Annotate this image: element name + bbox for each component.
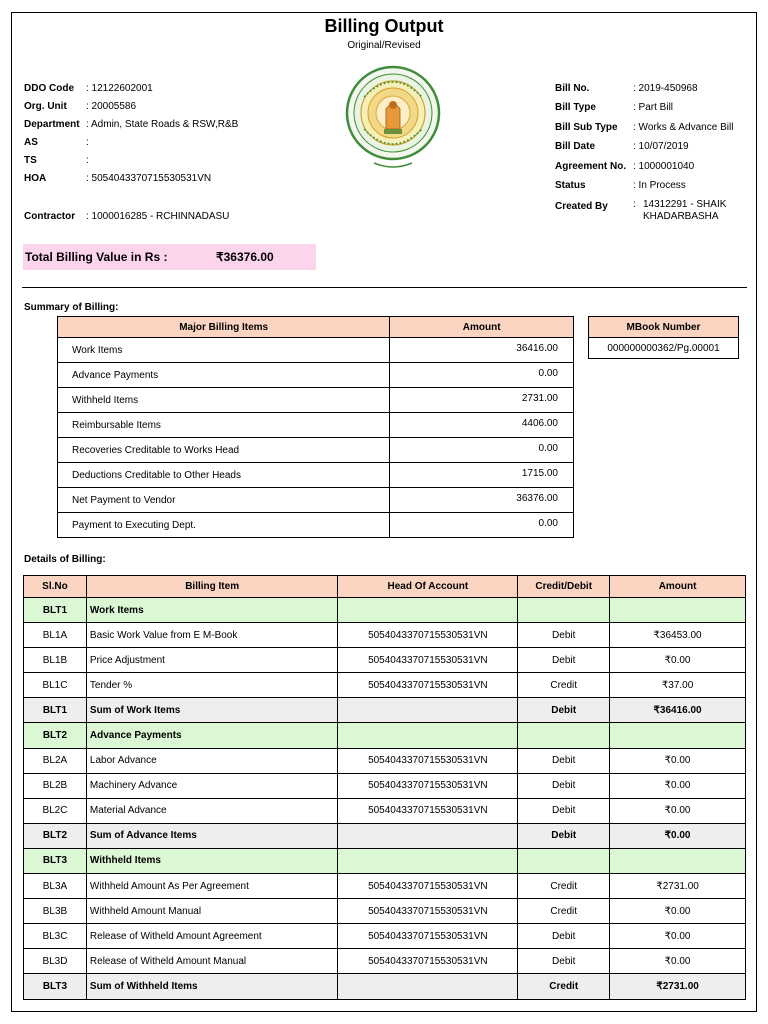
credit-debit-cell: Credit — [518, 874, 610, 899]
head-of-account-cell — [338, 848, 518, 873]
info-row-agreement-no — [555, 158, 755, 177]
info-label: Department — [24, 119, 80, 130]
summary-table — [57, 316, 574, 538]
sl-no-cell: BL3A — [24, 874, 87, 899]
total-billing-label: Total Billing Value in Rs : — [25, 250, 168, 264]
column-header: Amount — [390, 317, 574, 338]
summary-item: Net Payment to Vendor — [58, 488, 390, 513]
summary-amount: 0.00 — [390, 363, 574, 388]
info-value: : 1000016285 - RCHINNADASU — [86, 211, 230, 222]
info-row-org-unit — [24, 98, 344, 116]
info-label: Contractor — [24, 211, 76, 222]
summary-item: Withheld Items — [58, 388, 390, 413]
amount-cell: ₹0.00 — [610, 899, 746, 924]
sl-no-cell: BL1C — [24, 673, 87, 698]
table-row — [58, 338, 574, 363]
summary-amount: 36376.00 — [390, 488, 574, 513]
sl-no-cell: BL3D — [24, 949, 87, 974]
head-of-account-cell — [338, 598, 518, 623]
billing-item-cell: Sum of Work Items — [86, 698, 338, 723]
credit-debit-cell: Debit — [518, 698, 610, 723]
amount-cell — [610, 598, 746, 623]
info-row-hoa — [24, 170, 344, 188]
info-row-bill-date — [555, 138, 755, 157]
credit-debit-cell — [518, 598, 610, 623]
mbook-number: 000000000362/Pg.00001 — [589, 338, 739, 359]
total-billing-box — [23, 244, 316, 270]
head-of-account-cell: 5054043370715530531VN — [338, 874, 518, 899]
group-row — [24, 723, 746, 748]
table-row — [58, 463, 574, 488]
head-of-account-cell: 5054043370715530531VN — [338, 648, 518, 673]
sl-no-cell: BL3C — [24, 924, 87, 949]
table-row — [58, 363, 574, 388]
amount-cell: ₹0.00 — [610, 748, 746, 773]
sum-row — [24, 698, 746, 723]
sum-row — [24, 974, 746, 999]
summary-amount: 36416.00 — [390, 338, 574, 363]
info-label: Bill Date — [555, 141, 596, 153]
billing-item-cell: Labor Advance — [86, 748, 338, 773]
info-value: : 10/07/2019 — [633, 141, 689, 153]
credit-debit-cell: Debit — [518, 773, 610, 798]
credit-debit-cell: Debit — [518, 623, 610, 648]
column-header: Major Billing Items — [58, 317, 390, 338]
info-row-bill-type — [555, 99, 755, 118]
sum-row — [24, 823, 746, 848]
info-value: : — [86, 155, 89, 166]
credit-debit-cell: Debit — [518, 949, 610, 974]
sl-no-cell: BL1B — [24, 648, 87, 673]
sl-no-cell: BLT3 — [24, 848, 87, 873]
credit-debit-cell: Debit — [518, 648, 610, 673]
head-of-account-cell — [338, 698, 518, 723]
info-value: : 1000001040 — [633, 160, 695, 172]
credit-debit-cell: Debit — [518, 823, 610, 848]
head-of-account-cell: 5054043370715530531VN — [338, 949, 518, 974]
head-of-account-cell — [338, 974, 518, 999]
amount-cell: ₹0.00 — [610, 798, 746, 823]
credit-debit-cell: Credit — [518, 974, 610, 999]
table-row — [58, 513, 574, 538]
info-label: DDO Code — [24, 83, 74, 94]
credit-debit-cell: Debit — [518, 798, 610, 823]
info-row-contractor — [24, 208, 344, 226]
head-of-account-cell: 5054043370715530531VN — [338, 623, 518, 648]
info-label: Bill Type — [555, 102, 596, 114]
summary-item: Deductions Creditable to Other Heads — [58, 463, 390, 488]
table-row — [24, 648, 746, 673]
sl-no-cell: BL2A — [24, 748, 87, 773]
credit-debit-cell: Debit — [518, 748, 610, 773]
info-label: TS — [24, 155, 37, 166]
mbook-header-row — [589, 317, 739, 338]
created-by-line2: KHADARBASHA — [643, 211, 719, 222]
column-header: MBook Number — [589, 317, 739, 338]
column-header: Billing Item — [86, 576, 338, 598]
page-title: Billing Output — [324, 16, 444, 36]
sl-no-cell: BLT3 — [24, 974, 87, 999]
left-info-block — [24, 80, 344, 188]
info-label: HOA — [24, 173, 47, 184]
info-colon: : — [633, 199, 636, 210]
amount-cell: ₹0.00 — [610, 823, 746, 848]
info-label: Created By — [555, 201, 608, 212]
summary-section-title: Summary of Billing: — [24, 302, 119, 313]
amount-cell: ₹36453.00 — [610, 623, 746, 648]
summary-item: Advance Payments — [58, 363, 390, 388]
amount-cell: ₹0.00 — [610, 773, 746, 798]
info-label: Agreement No. — [555, 160, 627, 172]
mbook-table — [588, 316, 739, 359]
credit-debit-cell: Credit — [518, 673, 610, 698]
amount-cell: ₹0.00 — [610, 924, 746, 949]
column-header: Amount — [610, 576, 746, 598]
table-row — [24, 874, 746, 899]
billing-item-cell: Price Adjustment — [86, 648, 338, 673]
info-value: : Admin, State Roads & RSW,R&B — [86, 119, 239, 130]
info-row-department — [24, 116, 344, 134]
head-of-account-cell: 5054043370715530531VN — [338, 673, 518, 698]
head-of-account-cell — [338, 723, 518, 748]
table-row — [24, 773, 746, 798]
credit-debit-cell: Debit — [518, 924, 610, 949]
info-value: : 5054043370715530531VN — [86, 173, 212, 184]
amount-cell: ₹37.00 — [610, 673, 746, 698]
summary-item: Recoveries Creditable to Works Head — [58, 438, 390, 463]
table-row — [24, 673, 746, 698]
details-body — [24, 598, 746, 1000]
info-row-status — [555, 177, 755, 196]
billing-page — [11, 12, 757, 1012]
details-table — [23, 575, 746, 1000]
summary-item: Work Items — [58, 338, 390, 363]
state-emblem-seal — [344, 63, 442, 173]
info-row-ddo-code — [24, 80, 344, 98]
summary-amount: 0.00 — [390, 438, 574, 463]
amount-cell: ₹2731.00 — [610, 874, 746, 899]
table-row — [58, 413, 574, 438]
head-of-account-cell: 5054043370715530531VN — [338, 924, 518, 949]
page-subtitle: Original/Revised — [347, 40, 421, 51]
info-label: Bill No. — [555, 83, 590, 94]
table-row — [24, 924, 746, 949]
summary-amount: 1715.00 — [390, 463, 574, 488]
billing-item-cell: Withheld Items — [86, 848, 338, 873]
billing-item-cell: Work Items — [86, 598, 338, 623]
billing-item-cell: Basic Work Value from E M-Book — [86, 623, 338, 648]
column-header: Head Of Account — [338, 576, 518, 598]
summary-amount: 2731.00 — [390, 388, 574, 413]
head-of-account-cell: 5054043370715530531VN — [338, 748, 518, 773]
table-row — [24, 748, 746, 773]
info-label: AS — [24, 137, 38, 148]
amount-cell: ₹0.00 — [610, 648, 746, 673]
billing-item-cell: Advance Payments — [86, 723, 338, 748]
summary-amount: 0.00 — [390, 513, 574, 538]
sl-no-cell: BL3B — [24, 899, 87, 924]
credit-debit-cell — [518, 848, 610, 873]
info-value: : In Process — [633, 179, 686, 191]
info-value: : Part Bill — [633, 102, 674, 114]
credit-debit-cell — [518, 723, 610, 748]
info-value: : — [86, 137, 89, 148]
info-row-bill-no — [555, 80, 755, 99]
group-row — [24, 848, 746, 873]
head-of-account-cell: 5054043370715530531VN — [338, 899, 518, 924]
info-value: : 20005586 — [86, 101, 137, 112]
billing-item-cell: Sum of Withheld Items — [86, 974, 338, 999]
head-of-account-cell: 5054043370715530531VN — [338, 773, 518, 798]
billing-item-cell: Withheld Amount As Per Agreement — [86, 874, 338, 899]
sl-no-cell: BLT1 — [24, 598, 87, 623]
mbook-row — [589, 338, 739, 359]
details-section-title: Details of Billing: — [24, 554, 106, 565]
sl-no-cell: BLT2 — [24, 823, 87, 848]
amount-cell — [610, 848, 746, 873]
billing-item-cell: Tender % — [86, 673, 338, 698]
head-of-account-cell: 5054043370715530531VN — [338, 798, 518, 823]
table-row — [58, 488, 574, 513]
column-header: Credit/Debit — [518, 576, 610, 598]
info-label: Org. Unit — [24, 101, 67, 112]
table-row — [58, 388, 574, 413]
billing-item-cell: Machinery Advance — [86, 773, 338, 798]
info-value: : Works & Advance Bill — [633, 121, 734, 133]
head-of-account-cell — [338, 823, 518, 848]
table-row — [24, 798, 746, 823]
table-row — [24, 899, 746, 924]
amount-cell: ₹36416.00 — [610, 698, 746, 723]
billing-item-cell: Sum of Advance Items — [86, 823, 338, 848]
divider — [22, 287, 747, 288]
summary-item: Reimbursable Items — [58, 413, 390, 438]
summary-amount: 4406.00 — [390, 413, 574, 438]
billing-item-cell: Material Advance — [86, 798, 338, 823]
info-value: : 2019-450968 — [633, 83, 698, 94]
details-header-row — [24, 576, 746, 598]
amount-cell — [610, 723, 746, 748]
sl-no-cell: BL2C — [24, 798, 87, 823]
table-row — [58, 438, 574, 463]
created-by-line1: 14312291 - SHAIK — [643, 199, 727, 210]
info-label: Bill Sub Type — [555, 121, 618, 133]
sl-no-cell: BL2B — [24, 773, 87, 798]
summary-header-row — [58, 317, 574, 338]
billing-item-cell: Withheld Amount Manual — [86, 899, 338, 924]
sl-no-cell: BL1A — [24, 623, 87, 648]
info-row-ts — [24, 152, 344, 170]
sl-no-cell: BLT1 — [24, 698, 87, 723]
summary-item: Payment to Executing Dept. — [58, 513, 390, 538]
right-info-block — [555, 80, 755, 196]
billing-item-cell: Release of Witheld Amount Manual — [86, 949, 338, 974]
billing-item-cell: Release of Witheld Amount Agreement — [86, 924, 338, 949]
credit-debit-cell: Credit — [518, 899, 610, 924]
sl-no-cell: BLT2 — [24, 723, 87, 748]
table-row — [24, 949, 746, 974]
column-header: Sl.No — [24, 576, 87, 598]
info-row-bill-sub-type — [555, 119, 755, 138]
info-value: : 12122602001 — [86, 83, 153, 94]
contractor-block — [24, 208, 344, 226]
group-row — [24, 598, 746, 623]
info-row-as — [24, 134, 344, 152]
table-row — [24, 623, 746, 648]
amount-cell: ₹0.00 — [610, 949, 746, 974]
total-billing-value: ₹36376.00 — [216, 250, 274, 264]
info-label: Status — [555, 179, 586, 191]
amount-cell: ₹2731.00 — [610, 974, 746, 999]
